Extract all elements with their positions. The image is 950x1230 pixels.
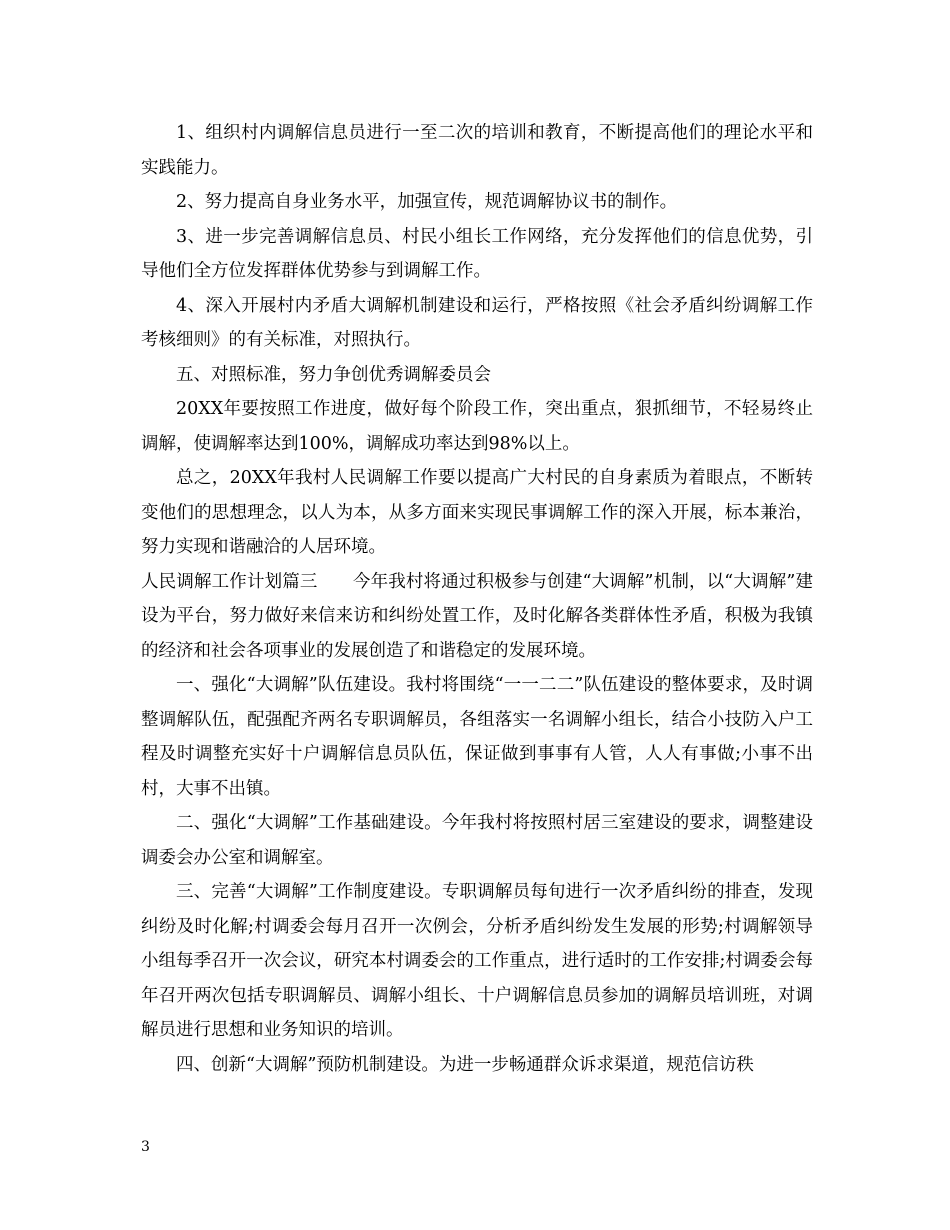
paragraph: 3、进一步完善调解信息员、村民小组长工作网络，充分发挥他们的信息优势，引导他们全方位发挥群体优势参与到调解工作。 bbox=[141, 226, 813, 281]
section-heading: 五、对照标准，努力争创优秀调解委员会 bbox=[176, 364, 491, 385]
section-title-paragraph: 人民调解工作计划篇三 今年我村将通过积极参与创建“大调解”机制，以“大调解”建设为平台，努力做好来信来访和纠纷处置工作，及时化解各类群体性矛盾，积极为我镇的经济和社会各项事业的发展创造了和谐稳定的发展环境。 bbox=[141, 571, 813, 661]
paragraph: 20XX年要按照工作进度，做好每个阶段工作，突出重点，狠抓细节，不轻易终止调解，使调解率达到100%，调解成功率达到98%以上。 bbox=[141, 399, 813, 454]
paragraph: 一、强化“大调解”队伍建设。我村将围绕“一一二二”队伍建设的整体要求，及时调整调解队伍，配强配齐两名专职调解员，各组落实一名调解小组长，结合小技防入户工程及时调整充实好十户调解信息员队伍，保证做到事事有人管，人人有事做;小事不出村，大事不出镇。 bbox=[141, 675, 813, 799]
paragraph: 三、完善“大调解”工作制度建设。专职调解员每旬进行一次矛盾纠纷的排查，发现纠纷及时化解;村调委会每月召开一次例会，分析矛盾纠纷发生发展的形势;村调解领导小组每季召开一次会议，研究本村调委会的工作重点，进行适时的工作安排;村调委会每年召开两次包括专职调解员、调解小组长、十户调解信息员参加的调解员培训班，对调解员进行思想和业务知识的培训。 bbox=[141, 882, 813, 1040]
paragraph: 总之，20XX年我村人民调解工作要以提高广大村民的自身素质为着眼点，不断转变他们的思想理念，以人为本，从多方面来实现民事调解工作的深入开展，标本兼治，努力实现和谐融洽的人居环境。 bbox=[141, 468, 813, 557]
body-text bbox=[141, 116, 813, 1082]
paragraph: 二、强化“大调解”工作基础建设。今年我村将按照村居三室建设的要求，调整建设调委会办公室和调解室。 bbox=[141, 813, 813, 868]
page-number: 3 bbox=[141, 1139, 150, 1155]
paragraph: 1、组织村内调解信息员进行一至二次的培训和教育，不断提高他们的理论水平和实践能力。 bbox=[141, 123, 813, 178]
paragraph: 4、深入开展村内矛盾大调解机制建设和运行，严格按照《社会矛盾纠纷调解工作考核细则》的有关标准，对照执行。 bbox=[141, 295, 813, 350]
paragraph: 四、创新“大调解”预防机制建设。为进一步畅通群众诉求渠道，规范信访秩 bbox=[176, 1054, 754, 1075]
paragraph: 2、努力提高自身业务水平，加强宣传，规范调解协议书的制作。 bbox=[176, 192, 678, 212]
